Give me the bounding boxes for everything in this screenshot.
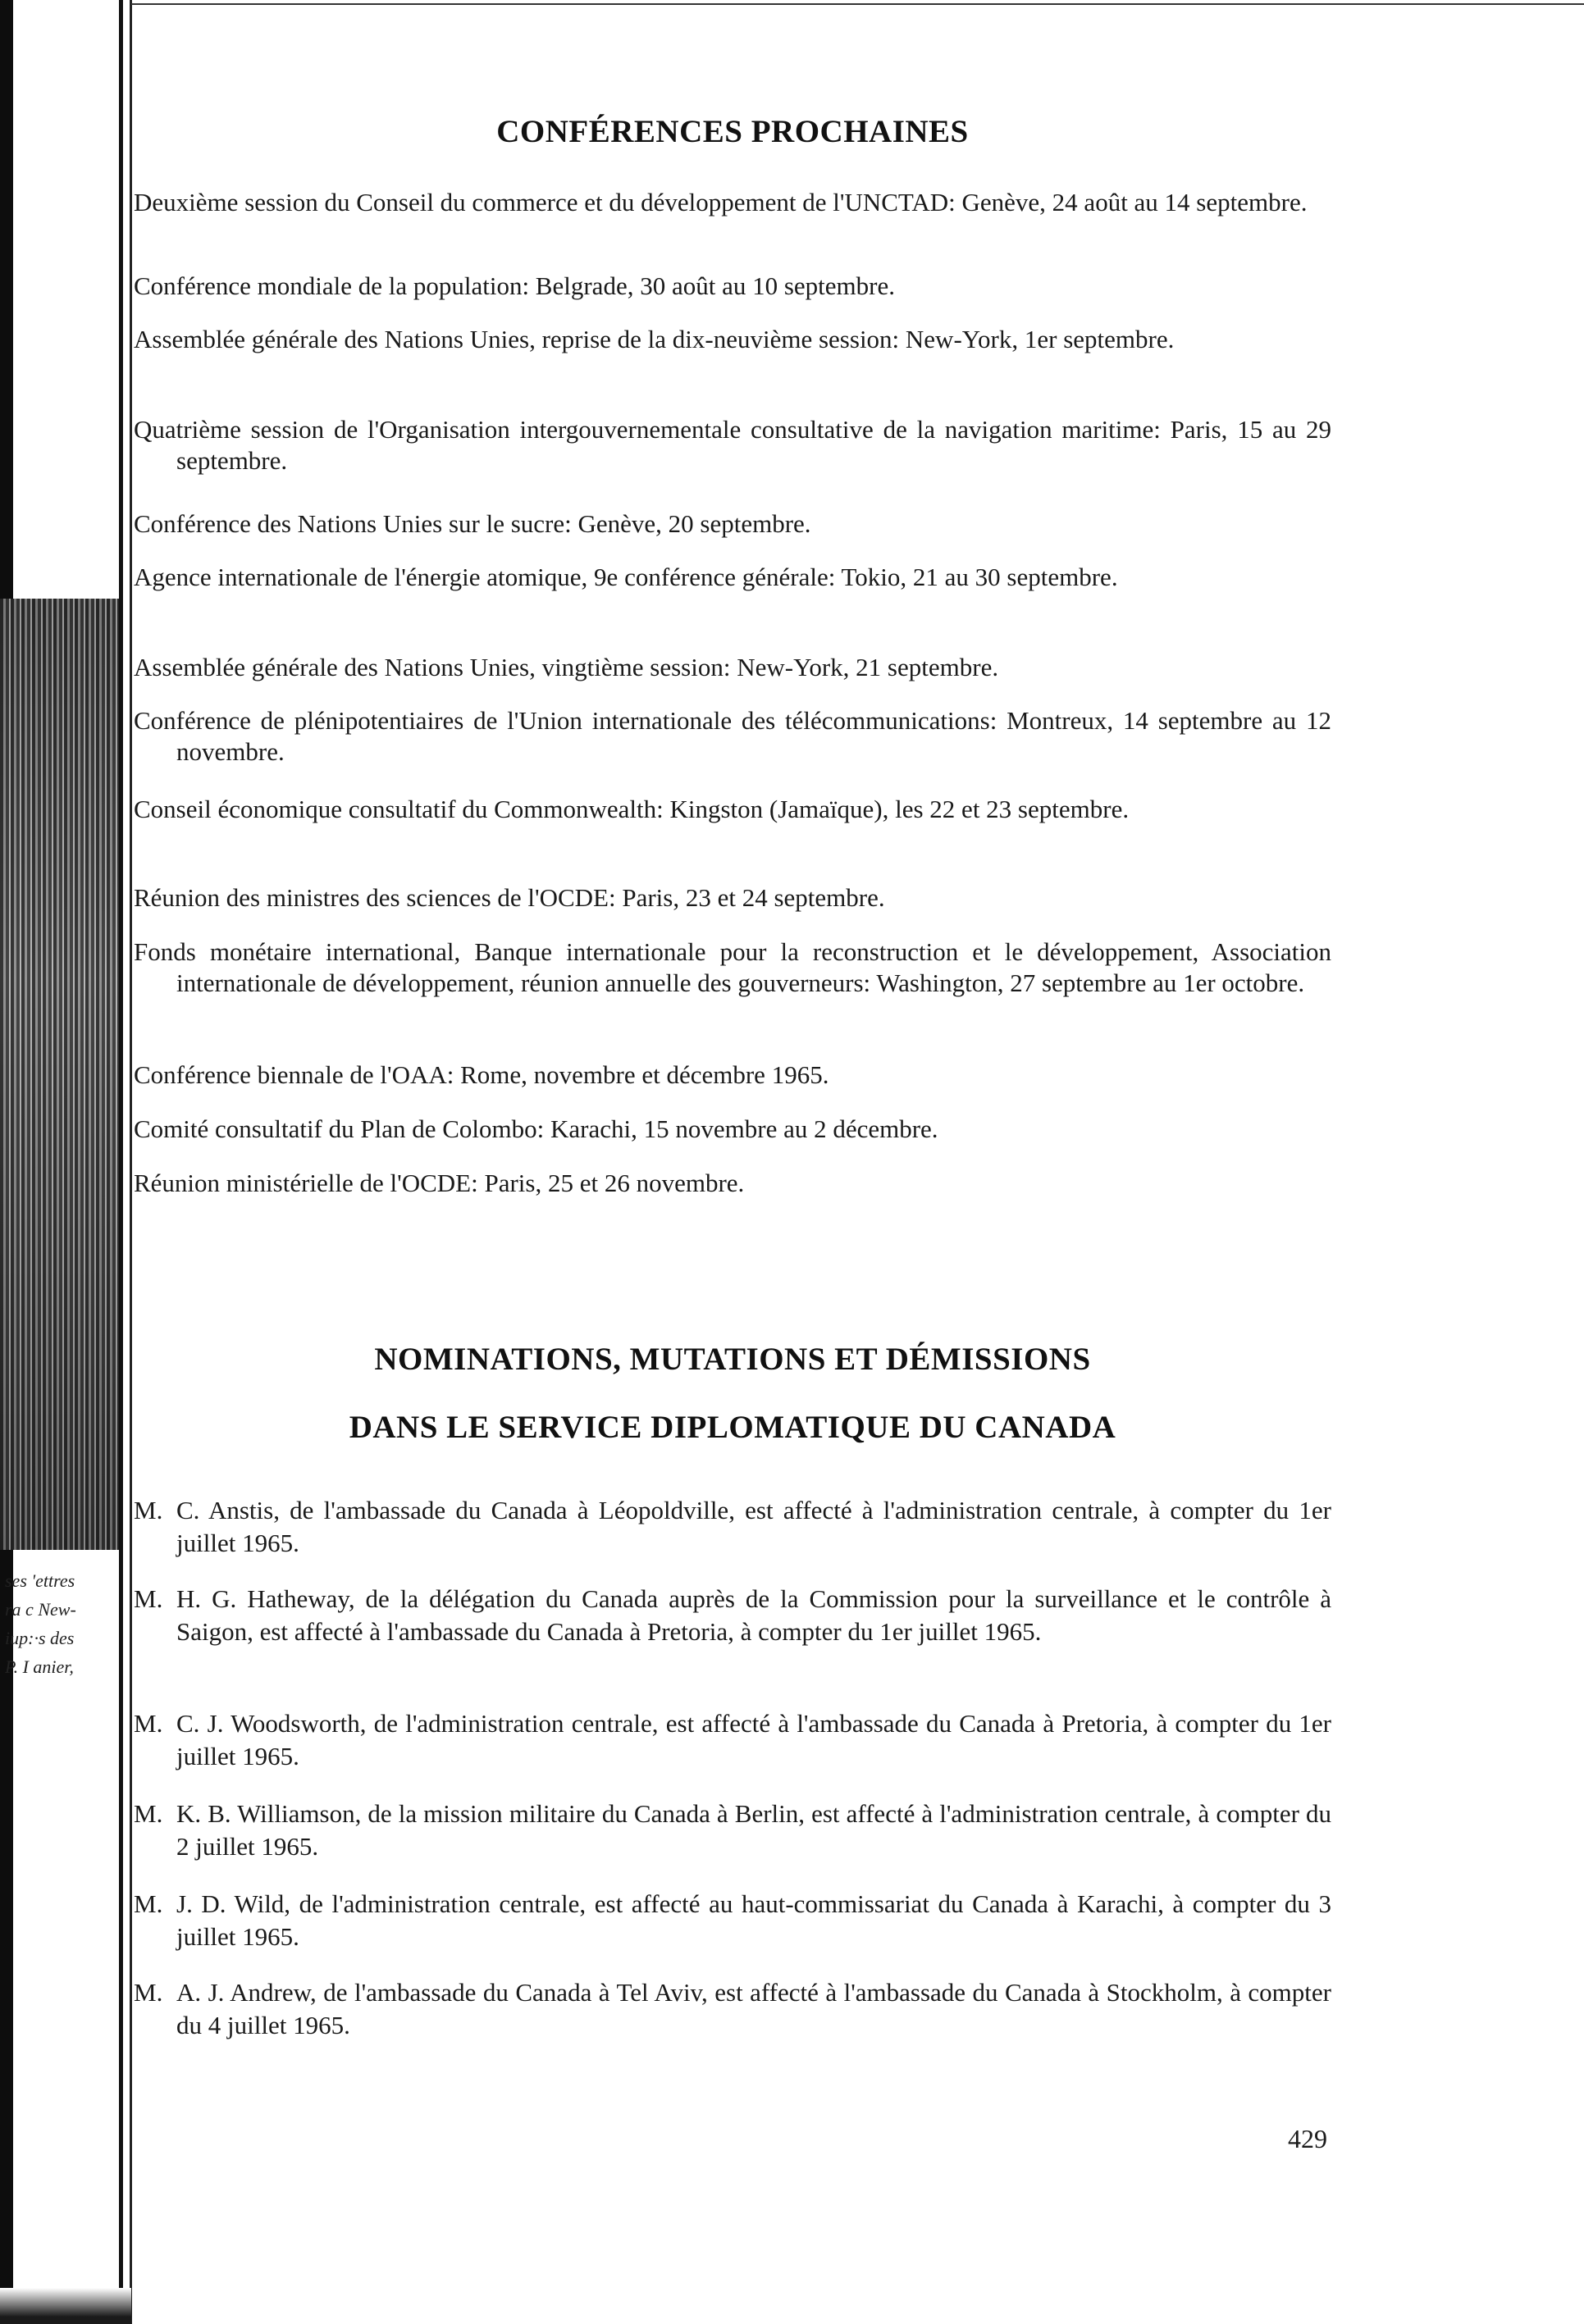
margin-fragment: ses 'ettres — [5, 1570, 75, 1591]
conference-entry: Assemblée générale des Nations Unies, vingtième session: New-York, 21 septembre. — [134, 653, 999, 681]
section-title-nominations: NOMINATIONS, MUTATIONS ET DÉMISSIONS — [374, 1342, 1091, 1377]
binding-line-inner — [130, 0, 132, 2324]
nomination-entry: M. K. B. Williamson, de la mission militaire du Canada à Berlin, est affecté à l'administration centrale, à compter du 2 juillet 1965. — [134, 1798, 1331, 1863]
section-subtitle-service: DANS LE SERVICE DIPLOMATIQUE DU CANADA — [349, 1410, 1116, 1445]
title-prefix: M. — [134, 1709, 163, 1738]
nomination-entry: M. J. D. Wild, de l'administration centrale, est affecté au haut-commissariat du Canada à Karachi, à compter du 3 juillet 1965. — [134, 1888, 1331, 1953]
title-prefix: M. — [134, 1799, 163, 1828]
page-top-edge — [131, 3, 1584, 5]
conference-entry: Réunion ministérielle de l'OCDE: Paris, 25 et 26 novembre. — [134, 1169, 745, 1197]
conference-entry: Conférence biennale de l'OAA: Rome, novembre et décembre 1965. — [134, 1060, 829, 1089]
conference-entry: Quatrième session de l'Organisation intergouvernementale consultative de la navigation maritime: Paris, 15 au 29 septembre. — [134, 415, 1331, 475]
conference-entry: Conférence mondiale de la population: Belgrade, 30 août au 10 septembre. — [134, 271, 895, 300]
section-title-conferences: CONFÉRENCES PROCHAINES — [496, 114, 969, 149]
margin-fragment: iup:·s des — [5, 1628, 75, 1648]
title-prefix: M. — [134, 1496, 163, 1524]
conference-entry: Fonds monétaire international, Banque internationale pour la reconstruction et le développement, Association internationale de développement, réunion annuelle des gouverneurs: Washington, 27 septembre au 1er octobre. — [134, 937, 1331, 997]
title-prefix: M. — [134, 1889, 163, 1918]
margin-fragment: ra c New- — [5, 1599, 76, 1620]
nomination-entry: M. H. G. Hatheway, de la délégation du Canada auprès de la Commission pour la surveillance et le contrôle à Saigon, est affecté à l'ambassade du Canada à Pretoria, à compter du 1er juillet 1965. — [134, 1583, 1331, 1648]
conference-entry: Agence internationale de l'énergie atomique, 9e conférence générale: Tokio, 21 au 30 septembre. — [134, 563, 1118, 591]
conference-entry: Conférence de plénipotentiaires de l'Union internationale des télécommunications: Montreux, 14 septembre au 12 novembre. — [134, 706, 1331, 766]
conference-entry: Comité consultatif du Plan de Colombo: Karachi, 15 novembre au 2 décembre. — [134, 1114, 938, 1143]
conference-entry: Assemblée générale des Nations Unies, reprise de la dix-neuvième session: New-York, 1er septembre. — [134, 325, 1175, 353]
conference-entry: Conférence des Nations Unies sur le sucre: Genève, 20 septembre. — [134, 509, 811, 538]
adjacent-page-photo-shade — [0, 599, 119, 1550]
binding-line — [119, 0, 123, 2324]
binding-bottom — [0, 2288, 131, 2324]
nomination-entry: M. C. J. Woodsworth, de l'administration centrale, est affecté à l'ambassade du Canada à Pretoria, à compter du 1er juillet 1965. — [134, 1707, 1331, 1773]
margin-fragment: P. I anier, — [5, 1656, 74, 1677]
conference-entry: Deuxième session du Conseil du commerce et du développement de l'UNCTAD: Genève, 24 août au 14 septembre. — [134, 188, 1308, 216]
title-prefix: M. — [134, 1978, 163, 2007]
nomination-entry: M. A. J. Andrew, de l'ambassade du Canada à Tel Aviv, est affecté à l'ambassade du Canada à Stockholm, à compter du 4 juillet 1965. — [134, 1976, 1331, 2042]
page-number: 429 — [1288, 2124, 1327, 2153]
title-prefix: M. — [134, 1584, 163, 1613]
conference-entry: Réunion des ministres des sciences de l'OCDE: Paris, 23 et 24 septembre. — [134, 883, 885, 912]
conference-entry: Conseil économique consultatif du Commonwealth: Kingston (Jamaïque), les 22 et 23 septembre. — [134, 795, 1130, 823]
nomination-entry: M. C. Anstis, de l'ambassade du Canada à Léopoldville, est affecté à l'administration centrale, à compter du 1er juillet 1965. — [134, 1494, 1331, 1560]
